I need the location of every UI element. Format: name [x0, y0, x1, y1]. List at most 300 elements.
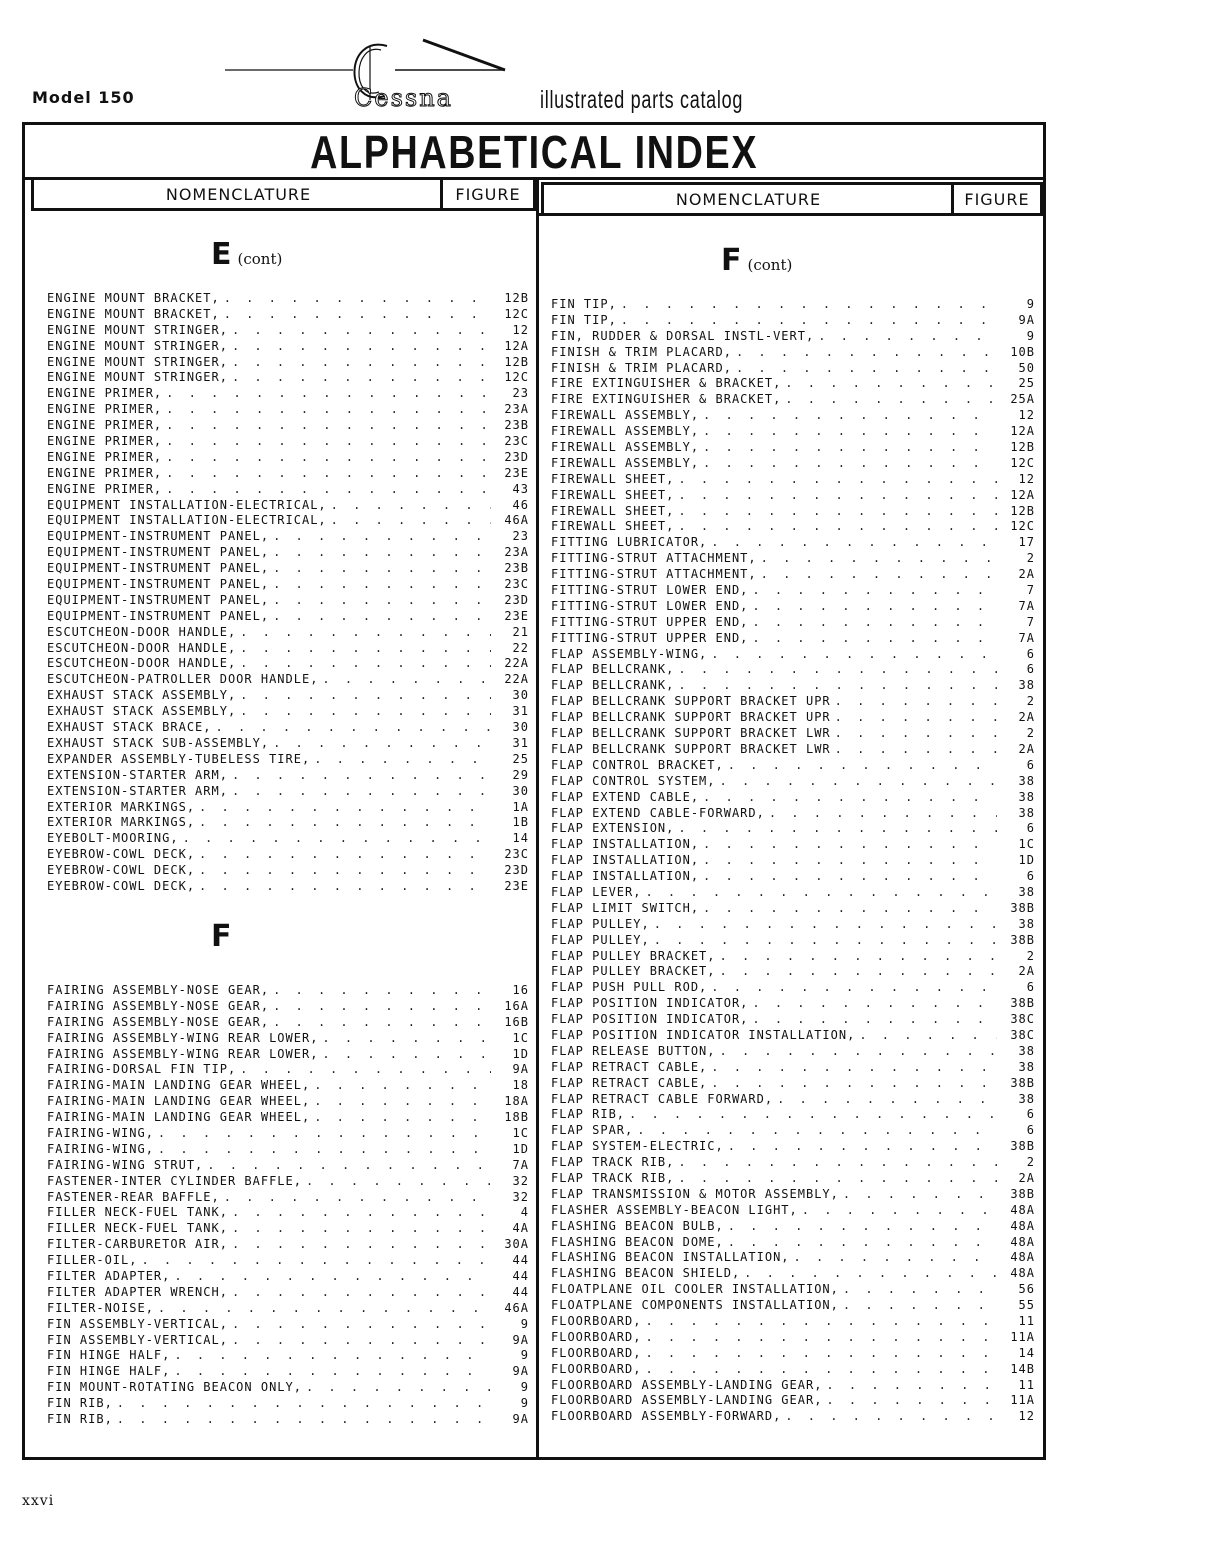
index-entry	[47, 593, 529, 609]
entry-figure: 12A	[504, 338, 529, 353]
leader-dots	[273, 736, 491, 752]
entry-figure: 38C	[1010, 1027, 1035, 1042]
entry-nomenclature: FLAP LEVER,	[551, 884, 642, 899]
entry-nomenclature: FLAP POSITION INDICATOR,	[551, 996, 749, 1011]
entry-figure: 18B	[504, 1110, 529, 1125]
left-column	[31, 177, 536, 1457]
leader-dots	[273, 545, 491, 561]
index-entry	[47, 1126, 529, 1142]
leader-dots	[678, 678, 997, 694]
index-entry	[47, 307, 529, 323]
leader-dots	[306, 1174, 491, 1190]
leader-dots	[835, 726, 997, 742]
entry-figure: 9	[1026, 328, 1035, 343]
entry-nomenclature: FAIRING ASSEMBLY-WING REAR LOWER,	[47, 1046, 319, 1061]
leader-dots	[678, 488, 997, 504]
entry-nomenclature: FAIRING-WING,	[47, 1126, 154, 1141]
entry-figure: 48A	[1010, 1234, 1035, 1249]
leader-dots	[166, 418, 491, 434]
entry-figure: 9	[1026, 297, 1035, 311]
index-entry	[47, 1285, 529, 1301]
index-entry	[551, 917, 1035, 933]
entry-figure: 2	[1026, 1155, 1035, 1170]
entry-figure: 14B	[1010, 1361, 1035, 1376]
index-entry	[47, 1237, 529, 1253]
leader-dots	[232, 355, 491, 371]
entry-nomenclature: FLAP BELLCRANK SUPPORT BRACKET LWR	[551, 741, 831, 756]
entry-figure: 6	[1026, 869, 1035, 884]
leader-dots	[736, 345, 997, 361]
leader-dots	[232, 1333, 491, 1349]
entry-figure: 44	[512, 1284, 529, 1299]
entry-nomenclature: FLAP PULLEY,	[551, 932, 650, 947]
leader-dots	[216, 720, 492, 736]
entry-figure: 38B	[1010, 900, 1035, 915]
entry-nomenclature: FLOORBOARD ASSEMBLY-LANDING GEAR,	[551, 1393, 823, 1408]
leader-dots	[678, 1171, 997, 1187]
entry-nomenclature: FIN MOUNT-ROTATING BEACON ONLY,	[47, 1380, 302, 1395]
entry-figure: 12	[1018, 408, 1035, 423]
index-entry	[47, 983, 529, 999]
entry-figure: 9	[520, 1380, 529, 1395]
leader-dots	[835, 694, 997, 710]
entry-figure: 38	[1018, 1059, 1035, 1074]
entry-nomenclature: FLOATPLANE COMPONENTS INSTALLATION,	[551, 1298, 839, 1313]
entry-nomenclature: FLAP TRACK RIB,	[551, 1170, 675, 1185]
index-entry	[47, 1031, 529, 1047]
index-entry	[47, 800, 529, 816]
entry-figure: 38B	[1010, 932, 1035, 947]
entry-nomenclature: EXHAUST STACK BRACE,	[47, 720, 212, 735]
entry-nomenclature: EXHAUST STACK ASSEMBLY,	[47, 688, 237, 703]
entry-figure: 16A	[504, 998, 529, 1013]
entry-figure: 12C	[1010, 519, 1035, 534]
leader-dots	[637, 1123, 997, 1139]
index-entry	[551, 742, 1035, 758]
entry-nomenclature: FLAP LIMIT SWITCH,	[551, 900, 700, 915]
index-entry	[551, 1393, 1035, 1409]
entry-figure: 38	[1018, 805, 1035, 820]
leader-dots	[224, 307, 491, 323]
index-entry	[47, 1333, 529, 1349]
leader-dots	[802, 1203, 997, 1219]
leader-dots	[703, 869, 997, 885]
entry-figure: 31	[512, 704, 529, 719]
leader-dots	[224, 1190, 491, 1206]
index-entry	[47, 291, 529, 307]
entry-figure: 12C	[504, 370, 529, 385]
index-entry	[47, 577, 529, 593]
index-entry	[47, 529, 529, 545]
entry-nomenclature: FIREWALL SHEET,	[551, 471, 675, 486]
leader-dots	[728, 1219, 997, 1235]
entry-nomenclature: FLASHING BEACON BULB,	[551, 1218, 724, 1233]
entry-nomenclature: EQUIPMENT-INSTRUMENT PANEL,	[47, 545, 270, 560]
entry-nomenclature: ENGINE MOUNT STRINGER,	[47, 338, 228, 353]
entry-figure: 23C	[504, 847, 529, 862]
entry-nomenclature: FLAP PULLEY BRACKET,	[551, 964, 716, 979]
index-frame	[22, 122, 1046, 1460]
index-entry	[551, 678, 1035, 694]
index-entry	[47, 545, 529, 561]
index-entry	[551, 662, 1035, 678]
entry-figure: 38	[1018, 678, 1035, 693]
entry-figure: 44	[512, 1253, 529, 1268]
entry-figure: 23D	[504, 592, 529, 607]
entry-figure: 2A	[1018, 964, 1035, 979]
leader-dots	[158, 1126, 491, 1142]
index-entry	[47, 323, 529, 339]
index-entry	[551, 535, 1035, 551]
index-entry	[551, 1314, 1035, 1330]
entry-figure: 9A	[512, 1062, 529, 1077]
entry-figure: 10B	[1010, 344, 1035, 359]
entry-nomenclature: FLAP EXTENSION,	[551, 821, 675, 836]
entry-nomenclature: FLOORBOARD,	[551, 1345, 642, 1360]
entry-figure: 11A	[1010, 1393, 1035, 1408]
entry-nomenclature: FLAP POSITION INDICATOR INSTALLATION,	[551, 1027, 856, 1042]
index-entry	[551, 1187, 1035, 1203]
entry-figure: 23	[512, 529, 529, 544]
index-entry	[47, 720, 529, 736]
leader-dots	[322, 672, 491, 688]
index-entry	[551, 1330, 1035, 1346]
entry-nomenclature: ENGINE MOUNT STRINGER,	[47, 370, 228, 385]
index-entry	[47, 704, 529, 720]
leader-dots	[232, 1221, 491, 1237]
entry-nomenclature: FASTENER-REAR BAFFLE,	[47, 1189, 220, 1204]
entry-nomenclature: FAIRING-WING STRUT,	[47, 1157, 204, 1172]
entry-figure: 12B	[1010, 503, 1035, 518]
index-entry	[47, 466, 529, 482]
index-entry	[551, 1155, 1035, 1171]
entry-figure: 2A	[1018, 1170, 1035, 1185]
entry-nomenclature: EQUIPMENT INSTALLATION-ELECTRICAL,	[47, 497, 327, 512]
leader-dots	[232, 1285, 491, 1301]
leader-dots	[166, 466, 491, 482]
leader-dots	[720, 774, 998, 790]
leader-dots	[629, 1107, 997, 1123]
index-entry	[551, 504, 1035, 520]
index-entry	[551, 1171, 1035, 1187]
index-entry	[551, 376, 1035, 392]
index-entry	[551, 964, 1035, 980]
leader-dots	[835, 710, 997, 726]
section-note: (cont)	[237, 250, 283, 268]
leader-dots	[645, 1330, 997, 1346]
entry-figure: 30	[512, 783, 529, 798]
entry-nomenclature: ESCUTCHEON-DOOR HANDLE,	[47, 656, 237, 671]
entry-figure: 2A	[1018, 567, 1035, 582]
entry-nomenclature: FAIRING-MAIN LANDING GEAR WHEEL,	[47, 1110, 311, 1125]
entry-nomenclature: FIREWALL ASSEMBLY,	[551, 455, 700, 470]
entry-figure: 7A	[512, 1157, 529, 1172]
entry-nomenclature: FAIRING-WING,	[47, 1141, 154, 1156]
leader-dots	[166, 402, 491, 418]
index-entry	[551, 424, 1035, 440]
leader-dots	[785, 376, 997, 392]
index-entry	[551, 694, 1035, 710]
entry-figure: 23E	[504, 878, 529, 893]
entry-figure: 12C	[504, 306, 529, 321]
index-entry	[47, 847, 529, 863]
entry-nomenclature: EQUIPMENT-INSTRUMENT PANEL,	[47, 608, 270, 623]
entry-figure: 16B	[504, 1014, 529, 1029]
entry-nomenclature: ENGINE MOUNT STRINGER,	[47, 322, 228, 337]
index-entry	[47, 1142, 529, 1158]
entry-nomenclature: FASTENER-INTER CYLINDER BAFFLE,	[47, 1173, 302, 1188]
index-entry	[551, 806, 1035, 822]
leader-dots	[273, 983, 491, 999]
leader-dots	[752, 996, 997, 1012]
index-entry	[47, 386, 529, 402]
index-entry	[47, 1269, 529, 1285]
index-entry	[47, 1110, 529, 1126]
leader-dots	[232, 339, 491, 355]
index-entry	[551, 488, 1035, 504]
leader-dots	[744, 1266, 997, 1282]
entry-nomenclature: FILTER-NOISE,	[47, 1300, 154, 1315]
entry-nomenclature: FLAP CONTROL BRACKET,	[551, 757, 724, 772]
leader-dots	[232, 1205, 491, 1221]
leader-dots	[166, 482, 491, 498]
entry-nomenclature: FLAP RELEASE BUTTON,	[551, 1043, 716, 1058]
entry-nomenclature: FITTING-STRUT LOWER END,	[551, 583, 749, 598]
entry-figure: 38B	[1010, 996, 1035, 1011]
entry-figure: 4	[520, 1205, 529, 1220]
entry-nomenclature: FLOATPLANE OIL COOLER INSTALLATION,	[551, 1282, 839, 1297]
entry-nomenclature: FITTING-STRUT ATTACHMENT,	[551, 567, 757, 582]
index-entry	[47, 1094, 529, 1110]
entry-figure: 14	[512, 831, 529, 846]
entry-figure: 23E	[504, 465, 529, 480]
leader-dots	[141, 1253, 491, 1269]
entry-nomenclature: FIREWALL SHEET,	[551, 503, 675, 518]
entry-nomenclature: ENGINE PRIMER,	[47, 449, 163, 464]
entry-nomenclature: FLAP BELLCRANK,	[551, 678, 675, 693]
entry-nomenclature: FLAP ASSEMBLY-WING,	[551, 646, 708, 661]
leader-dots	[826, 1393, 997, 1409]
index-entry	[47, 879, 529, 895]
leader-dots	[703, 440, 997, 456]
leader-dots	[728, 1139, 997, 1155]
entry-nomenclature: FLASHER ASSEMBLY-BEACON LIGHT,	[551, 1202, 798, 1217]
entry-nomenclature: FLOORBOARD ASSEMBLY-LANDING GEAR,	[551, 1377, 823, 1392]
leader-dots	[240, 688, 491, 704]
entry-nomenclature: ENGINE PRIMER,	[47, 481, 163, 496]
index-entry	[551, 1235, 1035, 1251]
index-entry	[47, 1062, 529, 1078]
entry-nomenclature: FIN RIB,	[47, 1396, 113, 1411]
index-entry	[47, 561, 529, 577]
index-entry	[551, 869, 1035, 885]
entry-nomenclature: FLAP EXTEND CABLE,	[551, 789, 700, 804]
leader-dots	[843, 1282, 997, 1298]
index-entry	[551, 408, 1035, 424]
entry-nomenclature: FIN ASSEMBLY-VERTICAL,	[47, 1316, 228, 1331]
index-entry	[551, 329, 1035, 345]
index-entry	[47, 736, 529, 752]
leader-dots	[769, 806, 997, 822]
entry-nomenclature: ENGINE PRIMER,	[47, 402, 163, 417]
index-entry	[551, 1409, 1035, 1425]
entry-figure: 38B	[1010, 1075, 1035, 1090]
leader-dots	[273, 999, 491, 1015]
entry-nomenclature: FINISH & TRIM PLACARD,	[551, 344, 732, 359]
index-entry	[47, 815, 529, 831]
index-entry	[551, 297, 1035, 313]
index-entry	[551, 758, 1035, 774]
index-list-f-cont	[551, 297, 1035, 1425]
entry-figure: 22	[512, 640, 529, 655]
index-entry	[551, 980, 1035, 996]
entry-figure: 9	[520, 1396, 529, 1411]
index-entry	[551, 440, 1035, 456]
leader-dots	[645, 1314, 997, 1330]
index-entry	[551, 615, 1035, 631]
entry-nomenclature: EXTERIOR MARKINGS,	[47, 815, 196, 830]
leader-dots	[166, 434, 491, 450]
entry-figure: 1B	[512, 815, 529, 830]
right-column	[536, 177, 1043, 1457]
entry-nomenclature: FLASHING BEACON INSTALLATION,	[551, 1250, 790, 1265]
entry-nomenclature: FLOORBOARD,	[551, 1361, 642, 1376]
entry-figure: 12A	[1010, 487, 1035, 502]
leader-dots	[232, 1317, 491, 1333]
entry-figure: 43	[512, 481, 529, 496]
entry-figure: 30	[512, 720, 529, 735]
index-entry	[47, 1190, 529, 1206]
entry-figure: 7	[1026, 583, 1035, 598]
index-entry	[47, 1364, 529, 1380]
leader-dots	[678, 1155, 997, 1171]
entry-nomenclature: FLAP TRANSMISSION & MOTOR ASSEMBLY,	[551, 1186, 839, 1201]
leader-dots	[273, 593, 491, 609]
entry-figure: 1D	[1018, 853, 1035, 868]
entry-figure: 12A	[1010, 424, 1035, 439]
leader-dots	[224, 291, 491, 307]
entry-figure: 16	[512, 983, 529, 997]
leader-dots	[183, 831, 491, 847]
index-entry	[47, 752, 529, 768]
entry-nomenclature: FLAP CONTROL SYSTEM,	[551, 773, 716, 788]
entry-figure: 38	[1018, 916, 1035, 931]
index-entry	[47, 641, 529, 657]
entry-nomenclature: FLAP SYSTEM-ELECTRIC,	[551, 1139, 724, 1154]
entry-figure: 6	[1026, 757, 1035, 772]
leader-dots	[199, 879, 491, 895]
entry-figure: 30A	[504, 1237, 529, 1252]
leader-dots	[703, 853, 997, 869]
entry-nomenclature: EQUIPMENT-INSTRUMENT PANEL,	[47, 577, 270, 592]
figure-header: FIGURE	[440, 177, 536, 211]
entry-figure: 2	[1026, 726, 1035, 741]
leader-dots	[240, 656, 491, 672]
entry-figure: 23E	[504, 608, 529, 623]
entry-nomenclature: ESCUTCHEON-PATROLLER DOOR HANDLE,	[47, 672, 319, 687]
leader-dots	[166, 450, 491, 466]
leader-dots	[720, 964, 998, 980]
leader-dots	[752, 599, 997, 615]
entry-nomenclature: EQUIPMENT-INSTRUMENT PANEL,	[47, 561, 270, 576]
entry-nomenclature: FITTING-STRUT ATTACHMENT,	[551, 551, 757, 566]
entry-nomenclature: FAIRING-MAIN LANDING GEAR WHEEL,	[47, 1078, 311, 1093]
entry-figure: 38	[1018, 1091, 1035, 1106]
entry-nomenclature: FLAP RETRACT CABLE,	[551, 1075, 708, 1090]
brand-wordmark: Cessna	[354, 84, 453, 112]
leader-dots	[621, 313, 997, 329]
entry-figure: 9	[520, 1316, 529, 1331]
leader-dots	[678, 472, 997, 488]
entry-nomenclature: EXHAUST STACK ASSEMBLY,	[47, 704, 237, 719]
entry-figure: 2	[1026, 948, 1035, 963]
nomenclature-header: NOMENCLATURE	[541, 182, 953, 216]
entry-figure: 6	[1026, 646, 1035, 661]
entry-nomenclature: FILLER NECK-FUEL TANK,	[47, 1221, 228, 1236]
page-title: ALPHABETICAL INDEX	[310, 126, 758, 178]
entry-nomenclature: FITTING-STRUT LOWER END,	[551, 598, 749, 613]
entry-nomenclature: FLOORBOARD,	[551, 1329, 642, 1344]
index-entry	[551, 1028, 1035, 1044]
entry-figure: 38	[1018, 789, 1035, 804]
entry-figure: 46A	[504, 513, 529, 528]
leader-dots	[703, 790, 997, 806]
entry-figure: 48A	[1010, 1218, 1035, 1233]
entry-nomenclature: FILTER-CARBURETOR AIR,	[47, 1237, 228, 1252]
entry-figure: 1D	[512, 1046, 529, 1061]
entry-figure: 2	[1026, 694, 1035, 709]
leader-dots	[645, 1362, 997, 1378]
entry-figure: 7A	[1018, 598, 1035, 613]
page-number: xxvi	[22, 1493, 55, 1509]
entry-figure: 9A	[1018, 312, 1035, 327]
leader-dots	[678, 662, 997, 678]
index-entry	[47, 863, 529, 879]
leader-dots	[654, 933, 997, 949]
entry-nomenclature: FLAP RETRACT CABLE,	[551, 1059, 708, 1074]
entry-figure: 21	[512, 624, 529, 639]
leader-dots	[240, 625, 491, 641]
entry-figure: 11A	[1010, 1329, 1035, 1344]
entry-nomenclature: FITTING-STRUT UPPER END,	[551, 630, 749, 645]
entry-figure: 12B	[504, 291, 529, 305]
index-entry	[551, 1107, 1035, 1123]
index-entry	[551, 1346, 1035, 1362]
index-entry	[551, 1012, 1035, 1028]
leader-dots	[158, 1142, 491, 1158]
leader-dots	[645, 885, 997, 901]
leader-dots	[273, 577, 491, 593]
entry-nomenclature: FIN, RUDDER & DORSAL INSTL-VERT,	[551, 328, 815, 343]
entry-nomenclature: FIN HINGE HALF,	[47, 1364, 171, 1379]
entry-figure: 50	[1018, 360, 1035, 375]
entry-figure: 46	[512, 497, 529, 512]
entry-nomenclature: FITTING-STRUT UPPER END,	[551, 614, 749, 629]
entry-nomenclature: FIREWALL ASSEMBLY,	[551, 408, 700, 423]
index-entry	[551, 392, 1035, 408]
entry-nomenclature: EQUIPMENT-INSTRUMENT PANEL,	[47, 529, 270, 544]
leader-dots	[703, 837, 997, 853]
leader-dots	[117, 1396, 491, 1412]
index-entry	[551, 949, 1035, 965]
leader-dots	[818, 329, 997, 345]
leader-dots	[794, 1250, 997, 1266]
entry-figure: 22A	[504, 656, 529, 671]
index-entry	[47, 672, 529, 688]
index-entry	[47, 482, 529, 498]
index-entry	[47, 1380, 529, 1396]
index-entry	[551, 583, 1035, 599]
